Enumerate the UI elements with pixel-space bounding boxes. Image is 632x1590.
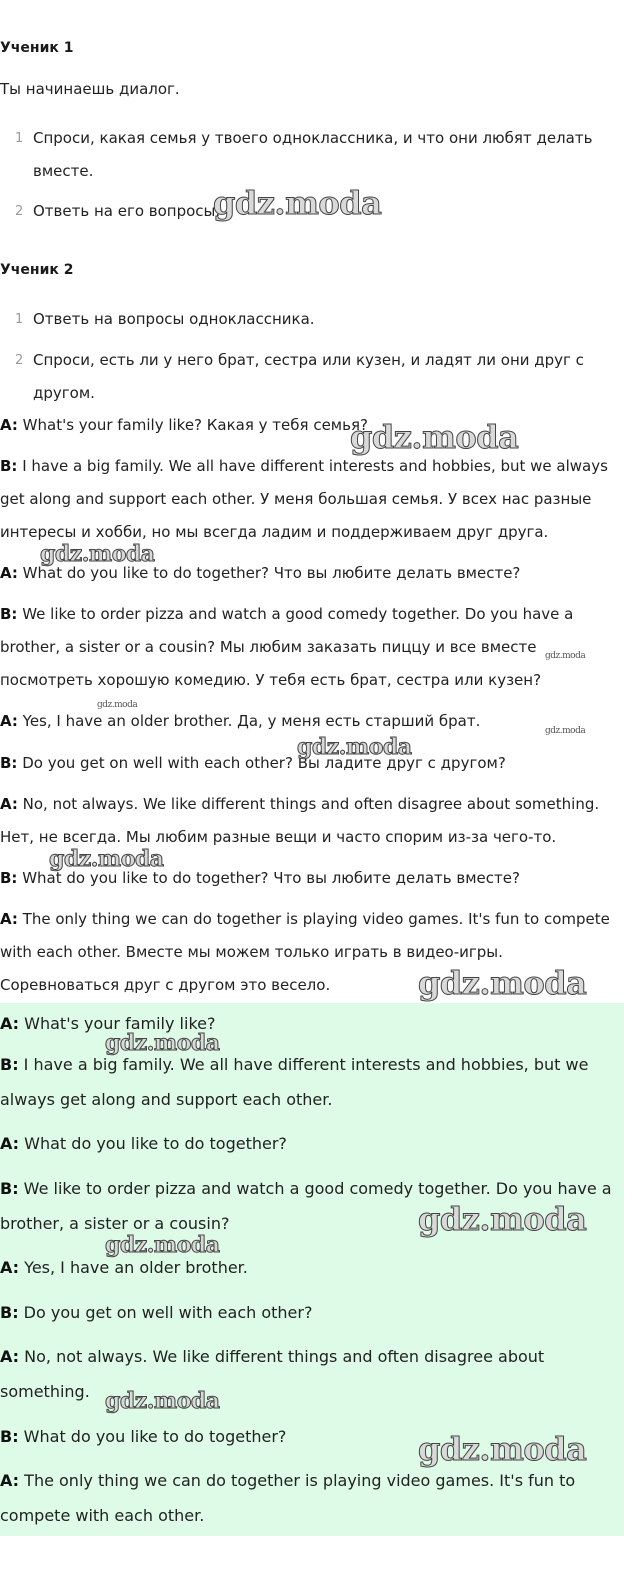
dialog-text: We like to order pizza and watch a good comedy together. Do you have a brother, a sister or a cousin? Мы любим заказать пиццу и все вместе посмотреть хорошую комедию. У тебя есть брат, сестра или кузен? [0, 605, 574, 689]
item-number: 1 [15, 131, 24, 146]
dialog-text: What's your family like? Какая у тебя семья? [17, 416, 368, 434]
dialog-text: What do you like to do together? Что вы любите делать вместе? [17, 869, 520, 887]
watermark-logo: gdz.moda [418, 1200, 587, 1238]
dialog-line [0, 409, 625, 442]
watermark-logo: gdz.moda [105, 1388, 220, 1414]
speaker-label: A: [0, 1347, 20, 1366]
dialog-line [0, 1339, 620, 1409]
speaker-label: A: [0, 1258, 20, 1277]
dialog-line [0, 705, 625, 738]
dialog-text: No, not always. We like different things and often disagree about something. Нет, не всегда. Мы любим разные вещи и часто спорим из-за чего-то. [0, 795, 600, 846]
speaker-label: B: [0, 1303, 19, 1322]
dialog-line [0, 903, 625, 1002]
dialog-text: No, not always. We like different things and often disagree about something. [0, 1347, 545, 1401]
dialog-line [0, 1006, 620, 1041]
speaker-label: B: [0, 869, 18, 887]
dialog-text: The only thing we can do together is playing video games. It's fun to compete with each other. Вместе мы можем только играть в видео-игры. Соревноваться друг с другом это весело. [0, 910, 610, 994]
speaker-label: A: [0, 416, 18, 434]
dialog-line [0, 747, 625, 780]
speaker-label: A: [0, 712, 18, 730]
watermark-logo: gdz.moda [297, 734, 412, 760]
dialog-text: I have a big family. We all have different interests and hobbies, but we always get along and support each other. [0, 1055, 589, 1109]
speaker-label: A: [0, 1014, 20, 1033]
english-dialog-section [0, 1003, 624, 1536]
dialog-text: What do you like to do together? [18, 1427, 287, 1446]
dialog-line [0, 1295, 620, 1330]
dialog-text: Yes, I have an older brother. Да, у меня есть старший брат. [17, 712, 481, 730]
watermark-logo: gdz.moda [350, 418, 519, 456]
dialog-line [0, 598, 625, 697]
watermark-logo: gdz.moda [213, 184, 382, 222]
dialog-text: What's your family like? [19, 1014, 216, 1033]
student1-intro: Ты начинаешь диалог. [0, 80, 180, 98]
dialog-text: Yes, I have an older brother. [19, 1258, 248, 1277]
dialog-line [0, 862, 625, 895]
speaker-label: A: [0, 910, 18, 928]
item-text: Спроси, есть ли у него брат, сестра или кузен, и ладят ли они друг с другом. [33, 351, 584, 402]
item-text: Ответь на вопросы одноклассника. [33, 310, 315, 328]
item-text: Ответь на его вопросы. [33, 202, 221, 220]
speaker-label: B: [0, 754, 18, 772]
watermark-logo: gdz.moda [545, 651, 586, 661]
watermark-logo: gdz.moda [105, 1232, 220, 1258]
dialog-text: What do you like to do together? Что вы любите делать вместе? [17, 564, 521, 582]
speaker-label: B: [0, 605, 18, 623]
dialog-text: What do you like to do together? [19, 1134, 287, 1153]
item-number: 2 [15, 204, 24, 219]
speaker-label: A: [0, 1471, 20, 1490]
dialog-line [0, 1126, 620, 1161]
item-number: 1 [15, 312, 24, 327]
dialog-text: We like to order pizza and watch a good comedy together. Do you have a brother, a sister or a cousin? [0, 1179, 612, 1233]
student1-heading: Ученик 1 [0, 40, 74, 56]
watermark-logo: gdz.moda [418, 964, 587, 1002]
dialog-text: Do you get on well with each other? [18, 1303, 313, 1322]
dialog-line [0, 1419, 620, 1454]
dialog-text: The only thing we can do together is playing video games. It's fun to compete with each other. [0, 1471, 576, 1525]
dialog-text: I have a big family. We all have different interests and hobbies, but we always get along and support each other. У меня большая семья. У всех нас разные интересы и хобби, но мы всегда ладим и поддерживаем друг друга. [0, 457, 608, 541]
watermark-logo: gdz.moda [97, 700, 138, 710]
speaker-label: B: [0, 1179, 19, 1198]
speaker-label: A: [0, 795, 18, 813]
watermark-logo: gdz.moda [49, 846, 164, 872]
dialog-line [0, 1250, 620, 1285]
dialog-line [0, 788, 625, 854]
dialog-text: Do you get on well with each other? Вы ладите друг с другом? [17, 754, 506, 772]
watermark-logo: gdz.moda [545, 726, 586, 736]
item-number: 2 [15, 353, 24, 368]
dialog-line [0, 450, 625, 549]
watermark-logo: gdz.moda [40, 541, 155, 567]
speaker-label: B: [0, 1055, 19, 1074]
watermark-logo: gdz.moda [418, 1430, 587, 1468]
watermark-logo: gdz.moda [105, 1030, 220, 1056]
dialog-line [0, 1171, 620, 1241]
dialog-line [0, 1047, 620, 1117]
speaker-label: A: [0, 564, 18, 582]
speaker-label: A: [0, 1134, 20, 1153]
student2-heading: Ученик 2 [0, 262, 74, 278]
item-text: Спроси, какая семья у твоего одноклассника, и что они любят делать вместе. [33, 129, 593, 180]
dialog-line [0, 557, 625, 590]
speaker-label: B: [0, 1427, 19, 1446]
dialog-line [0, 1463, 620, 1533]
speaker-label: B: [0, 457, 18, 475]
